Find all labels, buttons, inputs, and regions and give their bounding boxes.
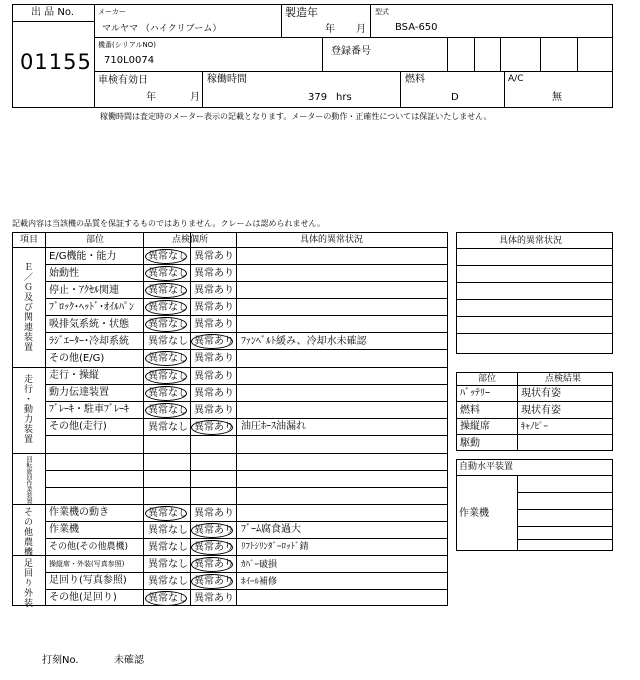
- ng-option: 異常あり: [194, 405, 234, 416]
- circle-mark: [145, 506, 187, 521]
- group-title-engine: Ｅ／Ｇ及び関連装置: [22, 262, 32, 352]
- part-label: 作業機: [49, 524, 79, 535]
- group-title-other-machine: その他農機: [22, 507, 32, 557]
- quality-disclaimer: 記載内容は当該機の品質を保証するものではありません。クレームは認められません。: [12, 219, 325, 228]
- ok-option: 異常なし: [148, 508, 188, 519]
- year-label: 製造年: [285, 6, 318, 19]
- lot-number: 01155: [20, 50, 92, 74]
- circle-mark: [145, 283, 187, 298]
- part-label: その他(足回り): [49, 592, 117, 603]
- col-detail-header: 具体的異常状況: [300, 235, 364, 245]
- part-label: 作業機の動き: [49, 507, 109, 518]
- auto-level-label: 自動水平装置: [459, 462, 514, 472]
- ng-option: 異常あり: [194, 559, 234, 570]
- part-label: ﾌﾞﾛｯｸ･ﾍｯﾄﾞ･ｵｲﾙﾊﾟﾝ: [49, 302, 134, 313]
- ok-option: 異常なし: [148, 525, 188, 536]
- hours-value: 379: [308, 92, 328, 103]
- right-parts-result: ｷｬﾉﾋﾟｰ: [521, 422, 549, 432]
- detail-text: ｶﾊﾞｰ破損: [241, 560, 278, 570]
- right-parts-part: 燃料: [460, 405, 480, 416]
- ng-option: 異常あり: [194, 576, 234, 587]
- right-parts-part: 駆動: [460, 438, 480, 449]
- ng-option: 異常あり: [194, 268, 234, 279]
- part-label: 停止・ｱｸｾﾙ関連: [49, 285, 119, 296]
- model-label: 型式: [375, 8, 389, 16]
- detail-text: ﾌｧﾝﾍﾞﾙﾄ緩み、冷却水未確認: [241, 336, 367, 347]
- circle-mark: [145, 386, 187, 401]
- ng-option: 異常あり: [194, 319, 234, 330]
- hours-unit: hrs: [336, 92, 352, 103]
- ng-option: 異常あり: [194, 388, 234, 399]
- circle-mark: [191, 574, 233, 589]
- ac-label: A/C: [508, 74, 524, 84]
- part-label: E/G機能・能力: [49, 251, 117, 262]
- stamp-number-value: 未確認: [114, 655, 144, 666]
- detail-text: ﾎｲｰﾙ補修: [241, 577, 278, 587]
- group-title-drive: 走行・動力装置: [22, 374, 32, 444]
- circle-mark: [145, 249, 187, 264]
- ok-option: 異常なし: [148, 353, 188, 364]
- ng-option: 異常あり: [194, 285, 234, 296]
- group-title-swing: 回転旋回作業装置: [25, 456, 32, 504]
- part-label: ﾗｼﾞｴｰﾀｰ･冷却系統: [49, 336, 129, 347]
- ok-option: 異常なし: [148, 336, 188, 347]
- work-machine-label: 作業機: [459, 508, 489, 519]
- circle-mark: [191, 420, 233, 435]
- ok-option: 異常なし: [148, 422, 188, 433]
- right-parts-part-header: 部位: [478, 374, 497, 384]
- ng-option: 異常あり: [194, 371, 234, 382]
- ok-option: 異常なし: [148, 576, 188, 587]
- hours-disclaimer: 稼働時間は査定時のメーター表示の記載となります。メーターの動作・正確性については保証いたしません。: [100, 112, 492, 121]
- ok-option: 異常なし: [148, 405, 188, 416]
- ok-option: 異常なし: [148, 268, 188, 279]
- circle-mark: [145, 403, 187, 418]
- part-label: 始動性: [49, 268, 79, 279]
- circle-mark: [145, 300, 187, 315]
- ng-option: 異常あり: [194, 422, 234, 433]
- ok-option: 異常なし: [148, 593, 188, 604]
- lot-number-label: 出 品 No.: [31, 7, 74, 18]
- ng-option: 異常あり: [194, 542, 234, 553]
- ok-option: 異常なし: [148, 559, 188, 570]
- model-value: BSA-650: [395, 22, 438, 33]
- stamp-number-label: 打刻No.: [42, 655, 79, 666]
- ok-option: 異常なし: [148, 251, 188, 262]
- col-check-header: 点検個所: [172, 235, 209, 245]
- fuel-label: 燃料: [405, 74, 425, 85]
- part-label: 走行・操縦: [49, 370, 99, 381]
- circle-mark: [145, 369, 187, 384]
- registration-label: 登録番号: [331, 46, 371, 57]
- ng-option: 異常あり: [194, 508, 234, 519]
- ng-option: 異常あり: [194, 251, 234, 262]
- part-label: 吸排気系統・状態: [49, 319, 129, 330]
- ng-option: 異常あり: [194, 593, 234, 604]
- part-label: 動力伝達装置: [49, 387, 109, 398]
- detail-text: ﾘﾌﾄｼﾘﾝﾀﾞｰﾛｯﾄﾞ錆: [241, 542, 309, 552]
- year-unit: 年: [325, 24, 335, 35]
- part-label: その他(E/G): [49, 353, 105, 364]
- right-detail-table: [456, 232, 613, 354]
- circle-mark: [145, 351, 187, 366]
- ng-option: 異常あり: [194, 336, 234, 347]
- ng-option: 異常あり: [194, 302, 234, 313]
- ok-option: 異常なし: [148, 302, 188, 313]
- ng-option: 異常あり: [194, 353, 234, 364]
- circle-mark: [145, 317, 187, 332]
- serial-label: 機番(シリアルNO): [98, 41, 156, 49]
- right-bottom-table: [456, 459, 613, 551]
- ok-option: 異常なし: [148, 542, 188, 553]
- circle-mark: [145, 591, 187, 606]
- fuel-value: D: [451, 92, 459, 103]
- circle-mark: [145, 266, 187, 281]
- part-label: その他(その他農機): [49, 542, 129, 552]
- inspection-month-unit: 月: [190, 92, 200, 103]
- detail-text: 油圧ﾎｰｽ油漏れ: [241, 421, 306, 432]
- right-parts-result: 現状有姿: [521, 388, 561, 399]
- ng-option: 異常あり: [194, 525, 234, 536]
- right-parts-part: 操縦席: [460, 421, 490, 432]
- right-detail-header: 具体的異常状況: [499, 236, 563, 246]
- part-label: ﾌﾞﾚｰｷ・駐車ﾌﾞﾚｰｷ: [49, 404, 129, 415]
- maker-label: メーカー: [98, 8, 126, 16]
- circle-mark: [191, 334, 233, 349]
- part-label: 足回り(写真参照): [49, 575, 127, 586]
- serial-value: 710L0074: [104, 55, 155, 66]
- inspection-label: 車検有効日: [98, 75, 148, 86]
- ok-option: 異常なし: [148, 319, 188, 330]
- col-part-header: 部位: [86, 235, 105, 245]
- part-label: 操縦席・外装(写真参照): [49, 560, 125, 568]
- month-unit: 月: [356, 24, 366, 35]
- ok-option: 異常なし: [148, 285, 188, 296]
- inspection-year-unit: 年: [146, 92, 156, 103]
- right-parts-part: ﾊﾞｯﾃﾘｰ: [460, 388, 490, 399]
- ok-option: 異常なし: [148, 371, 188, 382]
- group-title-undercarriage: 足回り外装: [22, 558, 32, 608]
- right-parts-result-header: 点検結果: [545, 374, 582, 384]
- ac-value: 無: [552, 92, 562, 103]
- right-parts-result: 現状有姿: [521, 405, 561, 416]
- hours-label: 稼働時間: [207, 74, 247, 85]
- circle-mark: [191, 557, 233, 572]
- part-label: その他(走行): [49, 421, 107, 432]
- detail-text: ﾌﾞｰﾑ腐食過大: [241, 524, 301, 535]
- col-item-header: 項目: [20, 235, 39, 245]
- circle-mark: [191, 523, 233, 538]
- circle-mark: [191, 540, 233, 555]
- ok-option: 異常なし: [148, 388, 188, 399]
- maker-value: マルヤマ （ハイクリブーム）: [102, 24, 222, 34]
